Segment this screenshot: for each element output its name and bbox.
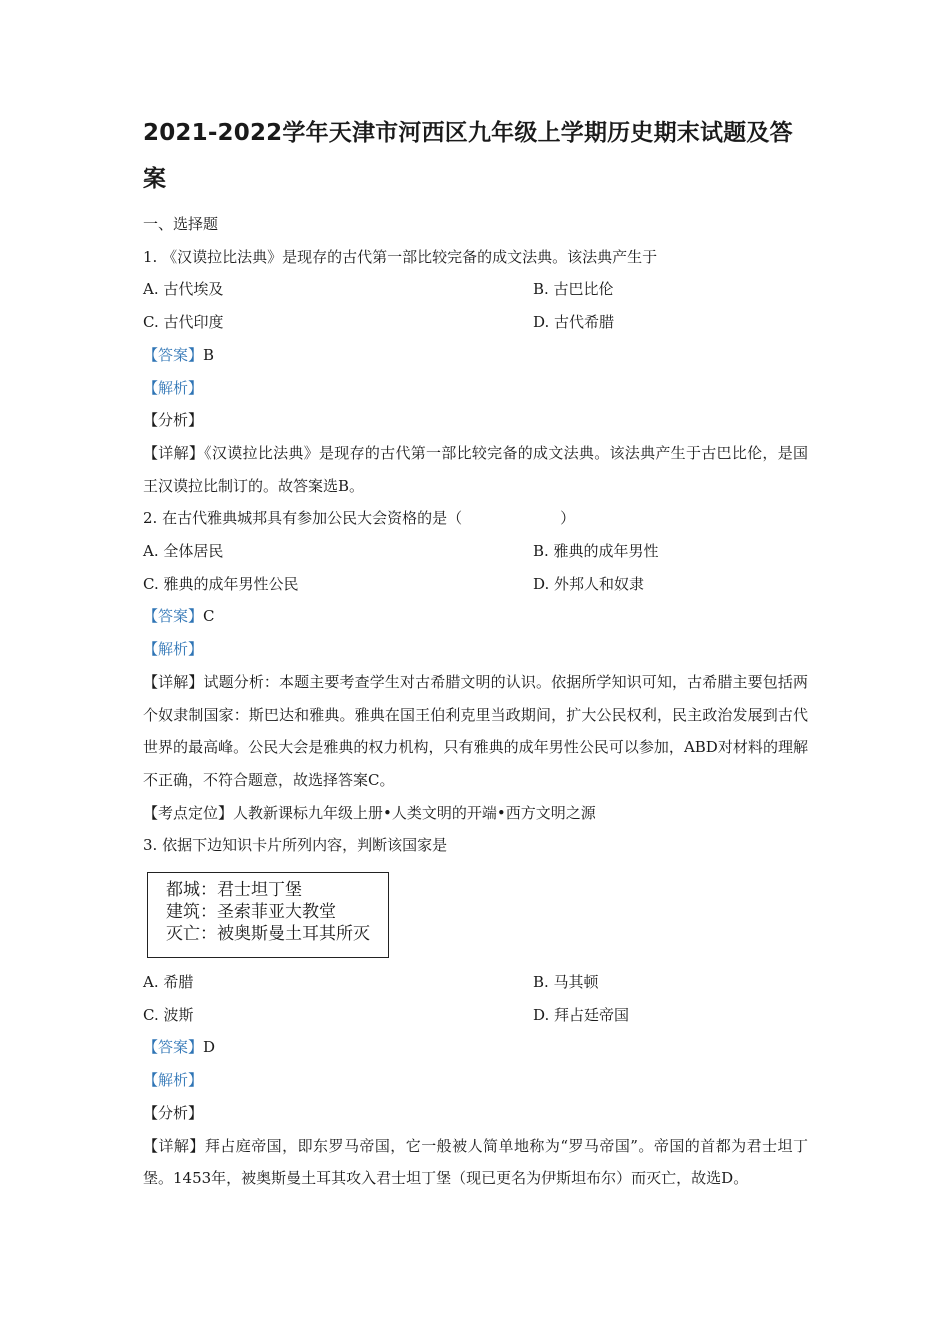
q2-option-a: A. 全体居民	[143, 542, 224, 561]
q2-stem-text: 2. 在古代雅典城邦具有参加公民大会资格的是（	[143, 509, 463, 528]
q2-option-b: B. 雅典的成年男性	[533, 542, 659, 561]
card-line-capital: 都城：君士坦丁堡	[166, 880, 302, 901]
q2-detail	[143, 666, 808, 797]
document-page	[143, 110, 808, 1195]
q1-answer	[143, 339, 808, 372]
q3-option-d: D. 拜占廷帝国	[533, 1005, 630, 1024]
document-title: 2021-2022学年天津市河西区九年级上学期历史期末试题及答案	[143, 120, 793, 192]
q2-answer-value: C	[203, 607, 215, 626]
q1-options-row-2	[143, 306, 808, 339]
q2-answer	[143, 600, 808, 633]
answer-label: 【答案】	[143, 607, 204, 626]
card-line-building: 建筑：圣索菲亚大教堂	[166, 902, 336, 923]
q2-stem	[143, 502, 808, 535]
q1-option-b: B. 古巴比伦	[533, 280, 614, 299]
q2-stem-end: ）	[560, 509, 576, 528]
q1-option-d: D. 古代希腊	[533, 313, 615, 332]
q1-detail-text: 《汉谟拉比法典》是现存的古代第一部比较完备的成文法典。该法典产生于古巴比伦，是国王汉谟拉比制订的。故答案选B。	[143, 443, 808, 495]
q1-fenxi-label: 【分析】	[143, 411, 204, 430]
q3-detail-text: 拜占庭帝国，即东罗马帝国，它一般被人简单地称为“罗马帝国”。帝国的首都为君士坦丁堡。1453年，被奥斯曼土耳其攻入君士坦丁堡（现已更名为伊斯坦布尔）而灭亡，故选D。	[143, 1136, 808, 1188]
knowledge-card	[147, 872, 389, 958]
q3-analysis-label: 【解析】	[143, 1071, 204, 1090]
card-line-fall: 灭亡：被奥斯曼土耳其所灭	[166, 924, 370, 945]
q3-options-row-1	[143, 966, 808, 999]
q2-options-row-1	[143, 535, 808, 568]
q2-kaodian	[143, 797, 808, 830]
kaodian-label: 【考点定位】	[143, 803, 234, 822]
q2-kaodian-text: 人教新课标九年级上册•人类文明的开端•西方文明之源	[233, 803, 596, 822]
section-heading: 一、选择题	[143, 215, 219, 233]
q3-answer	[143, 1031, 808, 1064]
q3-option-c: C. 波斯	[143, 1005, 194, 1024]
answer-label: 【答案】	[143, 345, 204, 364]
q3-answer-value: D	[203, 1038, 216, 1057]
q3-options-row-2	[143, 999, 808, 1032]
q3-option-a: A. 希腊	[143, 973, 194, 992]
q2-option-c: C. 雅典的成年男性公民	[143, 574, 299, 593]
q3-stem: 3. 依据下边知识卡片所列内容，判断该国家是	[143, 836, 448, 855]
q3-fenxi-label: 【分析】	[143, 1103, 204, 1122]
q2-option-d: D. 外邦人和奴隶	[533, 574, 645, 593]
q2-options-row-2	[143, 568, 808, 601]
q2-analysis-label: 【解析】	[143, 640, 204, 659]
q1-analysis-label: 【解析】	[143, 378, 204, 397]
q2-detail-text: 试题分析：本题主要考查学生对古希腊文明的认识。依据所学知识可知，古希腊主要包括两个奴隶制国家：斯巴达和雅典。雅典在国王伯利克里当政期间，扩大公民权利，民主政治发展到古代世界的最高峰。公民大会是雅典的权力机构，只有雅典的成年男性公民可以参加，ABD对材料的理解不正确，不符合题意，故选择答案C。	[143, 672, 808, 789]
answer-label: 【答案】	[143, 1038, 204, 1057]
detail-label: 【详解】	[143, 443, 205, 462]
detail-label: 【详解】	[143, 672, 204, 691]
detail-label: 【详解】	[143, 1136, 205, 1155]
q1-answer-value: B	[203, 345, 215, 364]
q3-detail	[143, 1130, 808, 1195]
q1-option-a: A. 古代埃及	[143, 280, 224, 299]
q1-detail	[143, 437, 808, 502]
q1-option-c: C. 古代印度	[143, 313, 224, 332]
q1-stem: 1. 《汉谟拉比法典》是现存的古代第一部比较完备的成文法典。该法典产生于	[143, 247, 658, 266]
q1-options-row-1	[143, 273, 808, 306]
q3-option-b: B. 马其顿	[533, 973, 599, 992]
